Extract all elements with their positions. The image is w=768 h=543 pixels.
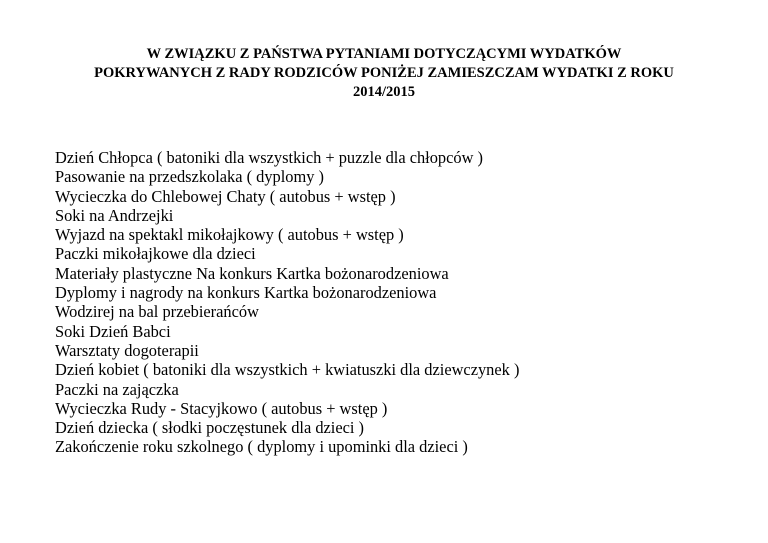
- expense-item: Dyplomy i nagrody na konkurs Kartka bożonarodzeniowa: [55, 283, 437, 303]
- expense-item: Wycieczka do Chlebowej Chaty ( autobus + wstęp ): [55, 186, 396, 206]
- expense-item: Soki na Andrzejki: [55, 205, 174, 225]
- expense-item: Wodzirej na bal przebierańców: [55, 302, 259, 322]
- expense-item: Paczki mikołajkowe dla dzieci: [55, 244, 256, 264]
- expense-list: [55, 148, 519, 457]
- expense-item: Pasowanie na przedszkolaka ( dyplomy ): [55, 167, 324, 187]
- expense-item: Zakończenie roku szkolnego ( dyplomy i upominki dla dzieci ): [55, 437, 468, 457]
- heading-line: 2014/2015: [352, 84, 416, 100]
- expense-item: Wycieczka Rudy - Stacyjkowo ( autobus + wstęp ): [55, 398, 388, 418]
- expense-item: Dzień dziecka ( słodki poczęstunek dla dzieci ): [55, 418, 365, 438]
- heading-line: W ZWIĄZKU Z PAŃSTWA PYTANIAMI DOTYCZĄCYMI WYDATKÓW: [146, 46, 622, 62]
- expense-item: Dzień Chłopca ( batoniki dla wszystkich + puzzle dla chłopców ): [55, 148, 483, 167]
- document-heading: [40, 45, 728, 102]
- expense-item: Soki Dzień Babci: [55, 321, 171, 341]
- expense-item: Paczki na zajączka: [55, 379, 179, 399]
- expense-item: Warsztaty dogoterapii: [55, 340, 199, 360]
- heading-line: POKRYWANYCH Z RADY RODZICÓW PONIŻEJ ZAMIESZCZAM WYDATKI Z ROKU: [94, 65, 674, 81]
- expense-item: Dzień kobiet ( batoniki dla wszystkich + kwiatuszki dla dziewczynek ): [55, 360, 520, 380]
- expense-item: Materiały plastyczne Na konkurs Kartka bożonarodzeniowa: [55, 263, 449, 283]
- expense-item: Wyjazd na spektakl mikołajkowy ( autobus + wstęp ): [55, 225, 404, 245]
